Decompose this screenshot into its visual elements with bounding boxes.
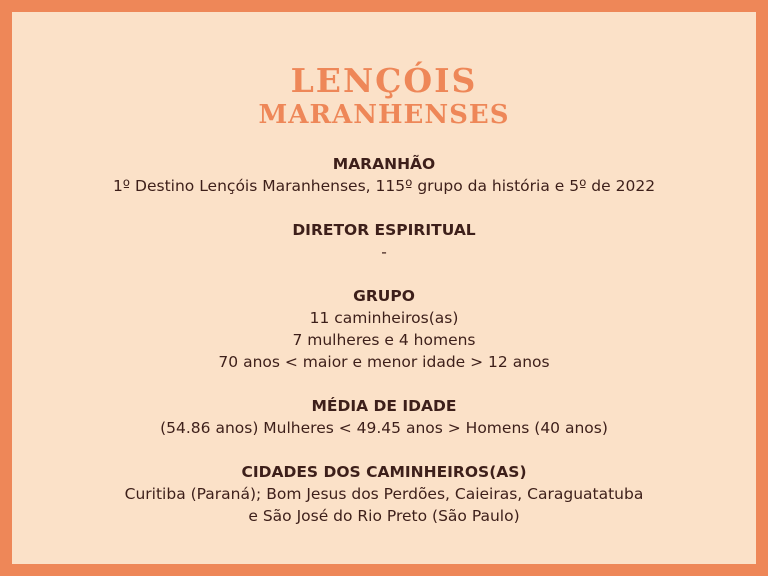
section-diretor-espiritual	[12, 219, 756, 263]
section-line: e São José do Rio Preto (São Paulo)	[248, 507, 520, 525]
section-line: 11 caminheiros(as)	[309, 309, 459, 327]
section-line: Curitiba (Paraná); Bom Jesus dos Perdões, Caieiras, Caraguatatuba	[124, 485, 644, 503]
spacer	[12, 197, 756, 219]
section-cidades	[12, 461, 756, 527]
spacer	[12, 263, 756, 285]
section-heading: GRUPO	[353, 287, 415, 305]
title-line-1: LENÇÓIS	[290, 61, 478, 100]
spacer	[12, 439, 756, 461]
section-line: 7 mulheres e 4 homens	[292, 331, 476, 349]
section-line: 70 anos < maior e menor idade > 12 anos	[218, 353, 550, 371]
section-line: -	[381, 243, 387, 261]
section-heading: MÉDIA DE IDADE	[311, 397, 457, 415]
section-heading: MARANHÃO	[332, 155, 436, 173]
section-grupo	[12, 285, 756, 373]
section-heading: CIDADES DOS CAMINHEIROS(AS)	[241, 463, 527, 481]
title-line-2: MARANHENSES	[258, 100, 510, 130]
info-card	[12, 12, 756, 564]
section-line: (54.86 anos) Mulheres < 49.45 anos > Homens (40 anos)	[160, 419, 608, 437]
content	[12, 153, 756, 527]
section-maranhao	[12, 153, 756, 197]
spacer	[12, 373, 756, 395]
section-heading: DIRETOR ESPIRITUAL	[292, 221, 476, 239]
section-line: 1º Destino Lençóis Maranhenses, 115º grupo da história e 5º de 2022	[112, 177, 656, 195]
section-media-de-idade	[12, 395, 756, 439]
